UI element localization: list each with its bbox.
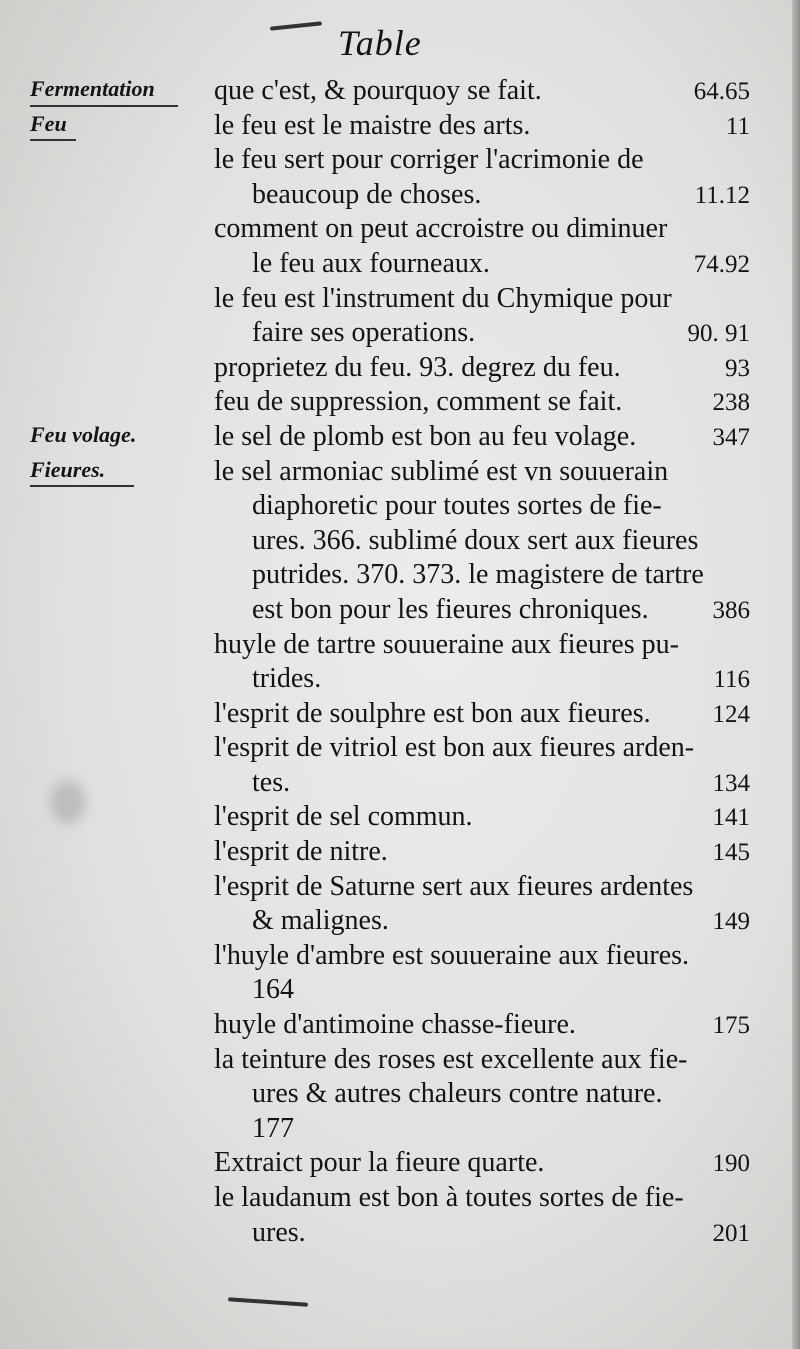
entry-line [214, 178, 750, 213]
entry-text: Extraict pour la fieure quarte. [214, 1147, 545, 1179]
index-entry [214, 455, 750, 628]
index-entry [214, 1146, 750, 1181]
entry-text: feu de suppression, comment se fait. [214, 386, 623, 418]
margin-rule [30, 139, 76, 141]
index-entry [214, 870, 750, 939]
page-number: 90. 91 [687, 320, 750, 348]
entry-text: l'esprit de nitre. [214, 836, 388, 868]
entry-text: faire ses operations. [252, 317, 476, 349]
entry-line [214, 109, 750, 144]
entry-line [214, 593, 750, 628]
entry-text: l'esprit de soulphre est bon aux fieures. [214, 697, 651, 729]
index-entry [214, 282, 750, 351]
index-entry [214, 74, 750, 109]
entry-line [214, 870, 750, 905]
page-number: 64.65 [693, 78, 750, 105]
entry-line [214, 766, 750, 801]
page-number: 141 [712, 804, 750, 832]
entry-line [214, 628, 750, 663]
header-ornament [270, 21, 322, 30]
entry-line [214, 697, 750, 732]
page-number: 124 [712, 700, 750, 728]
entry-line [214, 455, 750, 490]
entry-text: trides. [252, 663, 322, 695]
entry-line [214, 1112, 750, 1147]
entry-line [214, 939, 750, 974]
index-entry [214, 420, 750, 455]
entry-text: le feu aux fourneaux. [252, 247, 490, 279]
entry-text: putrides. 370. 373. le magistere de tartre [252, 559, 704, 591]
margin-rule [30, 485, 134, 487]
entry-text: la teinture des roses est excellente aux fie- [214, 1043, 688, 1075]
margin-label: Feu volage. [30, 422, 137, 447]
page-number: 149 [712, 908, 750, 936]
entry-line [214, 74, 750, 109]
entry-line [214, 420, 750, 455]
entry-text: le sel armoniac sublimé est vn souuerain [214, 455, 669, 487]
entry-text: 164 [252, 974, 294, 1006]
footer-ornament [228, 1297, 308, 1307]
entry-line [214, 731, 750, 766]
entry-line [214, 212, 750, 247]
entry-text: beaucoup de choses. [252, 178, 482, 210]
entry-line [214, 662, 750, 697]
entry-text: l'esprit de vitriol est bon aux fieures arden- [214, 732, 695, 764]
entry-line [214, 1216, 750, 1251]
index-entries [214, 74, 750, 1250]
entry-text: le laudanum est bon à toutes sortes de fie- [214, 1182, 684, 1213]
entry-text: huyle d'antimoine chasse-fieure. [214, 1009, 576, 1041]
page-number: 238 [712, 389, 750, 417]
page-edge-shadow [792, 0, 800, 1349]
entry-line [214, 904, 750, 939]
entry-line [214, 316, 750, 351]
entry-text: ures. [252, 1216, 306, 1248]
margin-label: Feu [30, 110, 67, 136]
index-entry [214, 1008, 750, 1043]
entry-line [214, 558, 750, 593]
entry-text: le feu sert pour corriger l'acrimonie de [214, 144, 644, 176]
page-number: 116 [713, 666, 750, 694]
page-number: 11 [725, 112, 750, 140]
index-entry [214, 212, 750, 281]
index-entry [214, 731, 750, 800]
entry-line [214, 524, 750, 559]
margin-label: Fieures. [30, 456, 106, 482]
entry-text: que c'est, & pourquoy se fait. [214, 75, 542, 106]
index-entry [214, 939, 750, 1008]
index-entry [214, 351, 750, 386]
index-entry [214, 628, 750, 697]
entry-text: huyle de tartre souueraine aux fieures pu- [214, 628, 679, 660]
entry-text: l'esprit de sel commun. [214, 801, 473, 833]
running-head: Table [338, 23, 422, 63]
ink-smudge [50, 780, 86, 824]
entry-line [214, 973, 750, 1008]
margin-label: Fermentation [30, 76, 155, 101]
entry-text: le sel de plomb est bon au feu volage. [214, 420, 637, 452]
entry-text: ures. 366. sublimé doux sert aux fieures [252, 524, 699, 556]
entry-text: l'esprit de Saturne sert aux fieures ardentes [214, 870, 694, 902]
entry-text: 177 [252, 1112, 294, 1144]
entry-line [214, 1008, 750, 1043]
entry-text: le feu est l'instrument du Chymique pour [214, 282, 672, 314]
margin-rule [30, 105, 178, 107]
page-number: 74.92 [693, 250, 750, 278]
entry-line [214, 1077, 750, 1112]
page-number: 201 [712, 1219, 750, 1247]
page-number: 11.12 [694, 181, 750, 209]
index-entry [214, 800, 750, 835]
entry-text: ures & autres chaleurs contre nature. [252, 1078, 663, 1110]
entry-line [214, 143, 750, 178]
entry-line [214, 800, 750, 835]
index-entry [214, 1043, 750, 1147]
entry-text: & malignes. [252, 905, 389, 937]
page-number: 93 [725, 354, 750, 382]
page-number: 134 [712, 769, 750, 797]
entry-line [214, 1181, 750, 1216]
index-entry [214, 385, 750, 420]
page-number: 190 [712, 1150, 750, 1178]
entry-line [214, 835, 750, 870]
index-entry [214, 143, 750, 212]
page-number: 175 [712, 1012, 750, 1040]
entry-text: l'huyle d'ambre est souueraine aux fieures. [214, 939, 690, 971]
page-number: 145 [712, 839, 750, 867]
entry-text: le feu est le maistre des arts. [214, 109, 531, 141]
index-entry [214, 109, 750, 144]
entry-text: diaphoretic pour toutes sortes de fie- [252, 490, 662, 522]
page-number: 347 [712, 423, 750, 451]
page-number: 386 [712, 596, 750, 624]
entry-line [214, 1043, 750, 1078]
entry-line [214, 351, 750, 386]
index-entry [214, 697, 750, 732]
entry-text: comment on peut accroistre ou diminuer [214, 213, 668, 245]
index-entry [214, 835, 750, 870]
index-entry [214, 1181, 750, 1250]
entry-text: tes. [252, 766, 291, 798]
entry-text: proprietez du feu. 93. degrez du feu. [214, 351, 621, 383]
entry-line [214, 247, 750, 282]
entry-line [214, 282, 750, 317]
entry-line [214, 1146, 750, 1181]
entry-line [214, 489, 750, 524]
entry-text: est bon pour les fieures chroniques. [252, 593, 649, 625]
entry-line [214, 385, 750, 420]
